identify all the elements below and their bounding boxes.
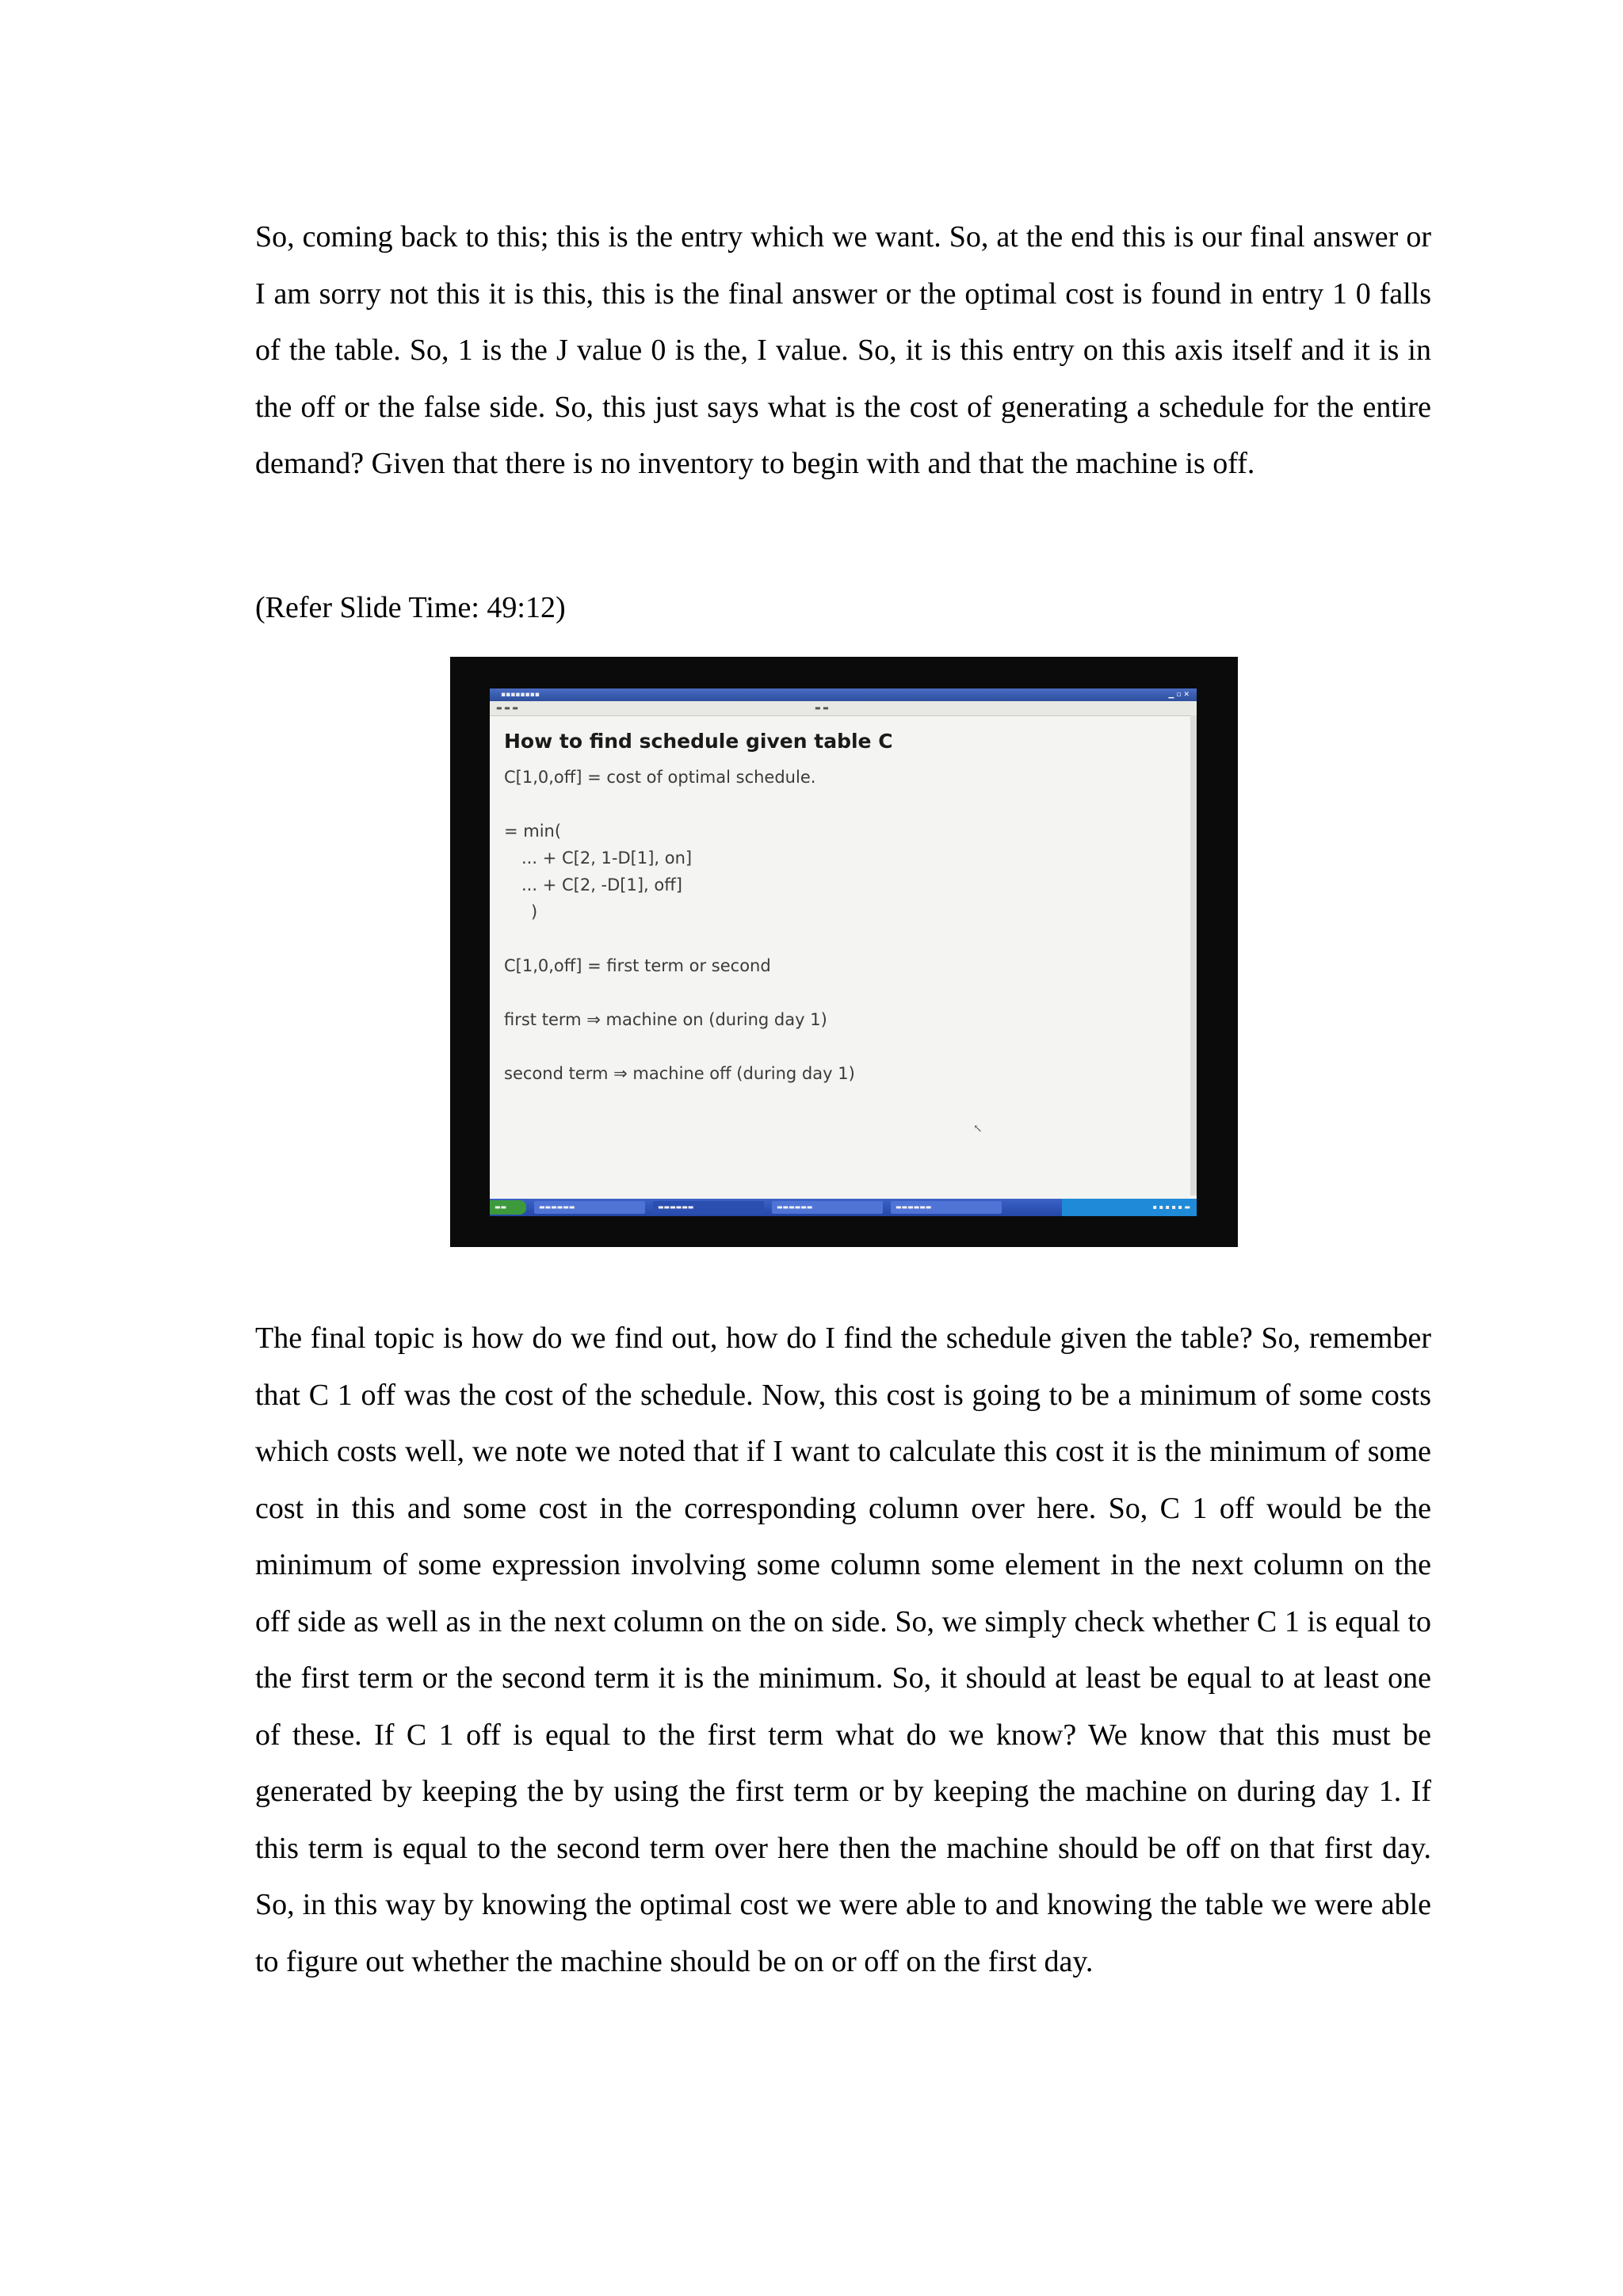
window-menubar — [490, 701, 1197, 716]
slide-line: ) — [531, 902, 538, 921]
mouse-cursor-icon: ↖ — [973, 1123, 983, 1135]
window-titlebar — [490, 688, 1197, 701]
window-scrollbar — [1190, 715, 1197, 1196]
slide-line: C[1,0,off] = first term or second — [504, 956, 771, 975]
slide-line: first term ⇒ machine on (during day 1) — [504, 1010, 827, 1029]
final-paragraph: The final topic is how do we find out, how do I find the schedule given the table? So, remember that C 1 off was the cost of the schedule. Now, this cost is going to be a minimum of some costs which costs well, we note we noted that if I want to calculate this cost it is the minimum of some cost in this and some cost in the corresponding column over here. So, C 1 off would be the minimum of some expression involving some column some element in the next column on the off side as well as in the next column on the on side. So, we simply check whether C 1 is equal to the first term or the second term it is the minimum. So, it should at least be equal to at least one of these. If C 1 off is equal to the first term what do we know? We know that this must be generated by keeping the by using the first term or by keeping the machine on during day 1. If this term is equal to the second term over here then the machine should be off on that first day. So, in this way by knowing the optimal cost we were able to and knowing the table we were able to figure out whether the machine should be on or off on the first day. — [255, 1322, 1431, 1978]
taskbar-item: ▬▬▬▬▬▬ — [891, 1201, 1002, 1214]
slide-line: ... + C[2, -D[1], off] — [521, 875, 682, 894]
window-title-blur: ▪▪▪▪▪▪▪▪ — [501, 691, 540, 699]
slide-line: C[1,0,off] = cost of optimal schedule. — [504, 768, 816, 787]
slide-content — [504, 720, 1181, 1192]
menu-blur-2: ▬ ▬ — [815, 704, 829, 711]
lecture-slide-screenshot — [450, 657, 1238, 1247]
system-tray: ▪ ▪ ▪ ▪ ▪ ▬ — [1062, 1199, 1197, 1216]
slide-line: second term ⇒ machine off (during day 1) — [504, 1064, 855, 1083]
slide-line: = min( — [504, 822, 562, 841]
taskbar-item: ▬▬▬▬▬▬ — [534, 1201, 645, 1214]
slide-line: ... + C[2, 1-D[1], on] — [521, 849, 693, 868]
slide-time-reference: (Refer Slide Time: 49:12) — [255, 591, 566, 624]
taskbar-item: ▬▬▬▬▬▬ — [772, 1201, 883, 1214]
window-controls: ▁▫✕ — [1168, 691, 1192, 699]
slide-screen — [490, 688, 1197, 1216]
taskbar — [490, 1199, 1197, 1216]
intro-paragraph: So, coming back to this; this is the entry which we want. So, at the end this is our final answer or I am sorry not this it is this, this is the final answer or the optimal cost is found in entry 1 0 falls of the table. So, 1 is the J value 0 is the, I value. So, it is this entry on this axis itself and it is in the off or the false side. So, this just says what is the cost of generating a schedule for the entire demand? Given that there is no inventory to begin with and that the machine is off. — [255, 220, 1431, 480]
slide-heading: How to find schedule given table C — [504, 730, 893, 753]
start-button: ▬▬ — [490, 1200, 526, 1215]
taskbar-item: ▬▬▬▬▬▬ — [653, 1201, 764, 1214]
menu-blur-1: ▬ ▬ ▬ — [496, 704, 518, 711]
